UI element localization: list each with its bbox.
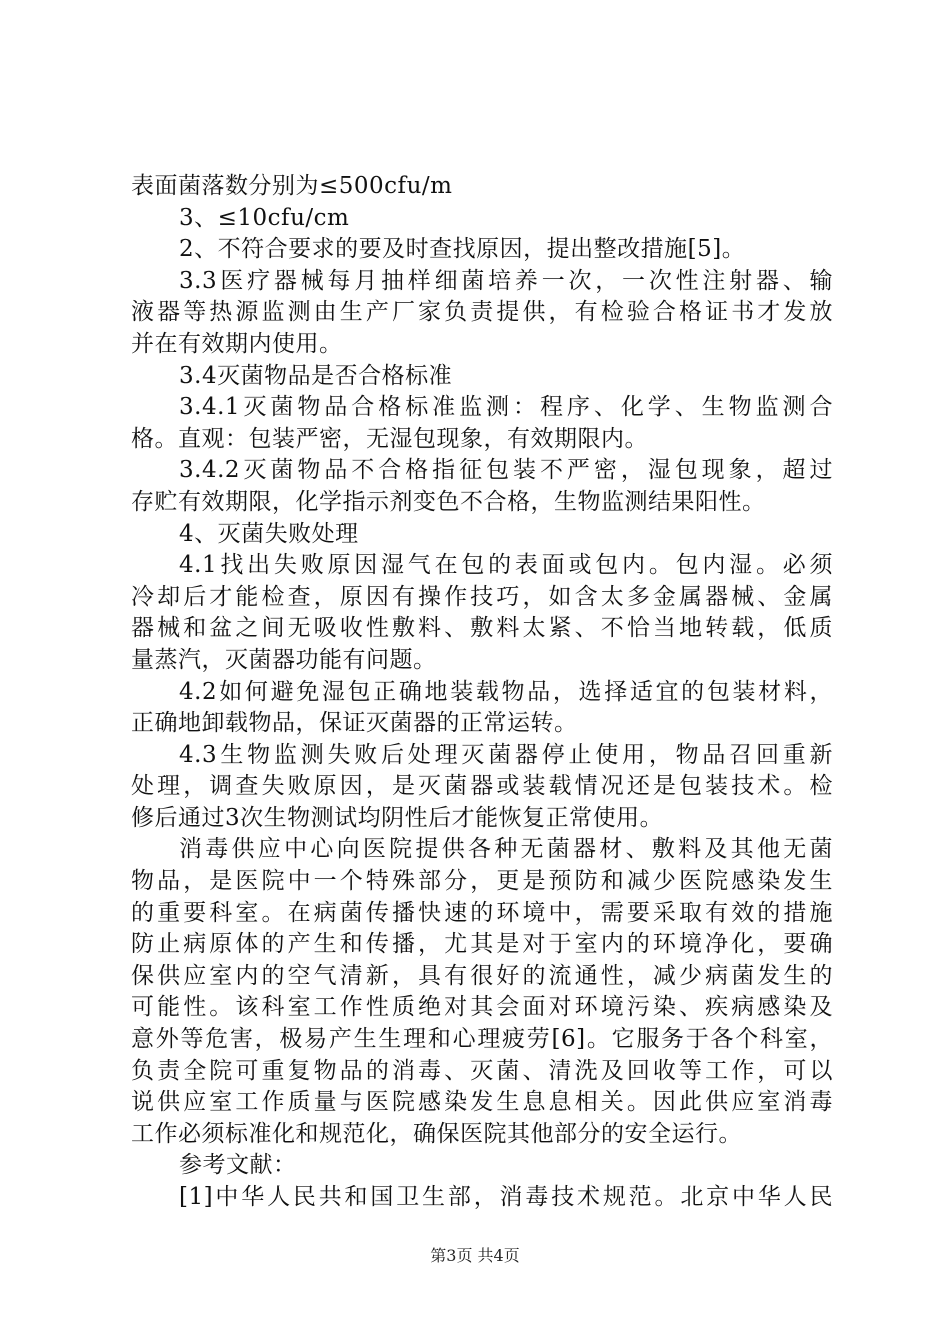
text-line: 的重要科室。在病菌传播快速的环境中，需要采取有效的措施 (131, 899, 833, 926)
document-body (131, 171, 833, 1214)
text-line: 存贮有效期限，化学指示剂变色不合格，生物监测结果阳性。 (131, 488, 766, 515)
text-line: 3.4灭菌物品是否合格标准 (179, 362, 453, 389)
text-line: 3.4.2灭菌物品不合格指征包装不严密，湿包现象，超过 (179, 457, 833, 484)
text-line: 可能性。该科室工作性质绝对其会面对环境污染、疾病感染及 (131, 994, 833, 1021)
text-line: 3、≤10cfu/cm (179, 204, 350, 231)
text-line: 修后通过3次生物测试均阴性后才能恢复正常使用。 (131, 804, 664, 831)
text-line: 格。直观：包装严密，无湿包现象，有效期限内。 (131, 425, 648, 452)
text-line: 4.3生物监测失败后处理灭菌器停止使用，物品召回重新 (179, 741, 833, 768)
text-line: 冷却后才能检查，原因有操作技巧，如含太多金属器械、金属 (131, 583, 833, 610)
text-line: 器械和盆之间无吸收性敷料、敷料太紧、不恰当地转载，低质 (131, 615, 833, 642)
text-line: 物品，是医院中一个特殊部分，更是预防和减少医院感染发生 (131, 868, 833, 895)
text-line: 4、灭菌失败处理 (179, 520, 359, 547)
text-line: 表面菌落数分别为≤500cfu/m (131, 173, 453, 199)
text-line: [1]中华人民共和国卫生部，消毒技术规范。北京中华人民 (179, 1184, 833, 1210)
text-line: 工作必须标准化和规范化，确保医院其他部分的安全运行。 (131, 1120, 742, 1147)
text-line: 正确地卸载物品，保证灭菌器的正常运转。 (131, 710, 578, 737)
text-line: 消毒供应中心向医院提供各种无菌器材、敷料及其他无菌 (179, 836, 833, 863)
text-line: 3.3医疗器械每月抽样细菌培养一次，一次性注射器、输 (179, 267, 833, 294)
text-line: 2、不符合要求的要及时查找原因，提出整改措施[5]。 (179, 236, 746, 263)
page-footer: 第3页 共4页 (430, 1246, 520, 1265)
text-line: 3.4.1灭菌物品合格标准监测：程序、化学、生物监测合 (179, 394, 833, 421)
text-line: 处理，调查失败原因，是灭菌器或装载情况还是包装技术。检 (131, 773, 833, 800)
text-line: 防止病原体的产生和传播，尤其是对于室内的环境净化，要确 (131, 931, 833, 958)
text-line: 意外等危害，极易产生生理和心理疲劳[6]。它服务于各个科室， (131, 1026, 833, 1053)
text-line: 保供应室内的空气清新，具有很好的流通性，减少病菌发生的 (131, 962, 833, 989)
text-line: 4.1找出失败原因湿气在包的表面或包内。包内湿。必须 (179, 552, 833, 579)
text-line: 说供应室工作质量与医院感染发生息息相关。因此供应室消毒 (131, 1089, 833, 1116)
text-line: 参考文献： (179, 1152, 297, 1179)
text-line: 负责全院可重复物品的消毒、灭菌、清洗及回收等工作，可以 (131, 1057, 833, 1084)
text-line: 量蒸汽，灭菌器功能有问题。 (131, 646, 437, 673)
text-line: 液器等热源监测由生产厂家负责提供，有检验合格证书才发放 (131, 299, 833, 326)
text-line: 并在有效期内使用。 (131, 330, 343, 357)
text-line: 4.2如何避免湿包正确地装载物品，选择适宜的包装材料， (179, 678, 833, 705)
